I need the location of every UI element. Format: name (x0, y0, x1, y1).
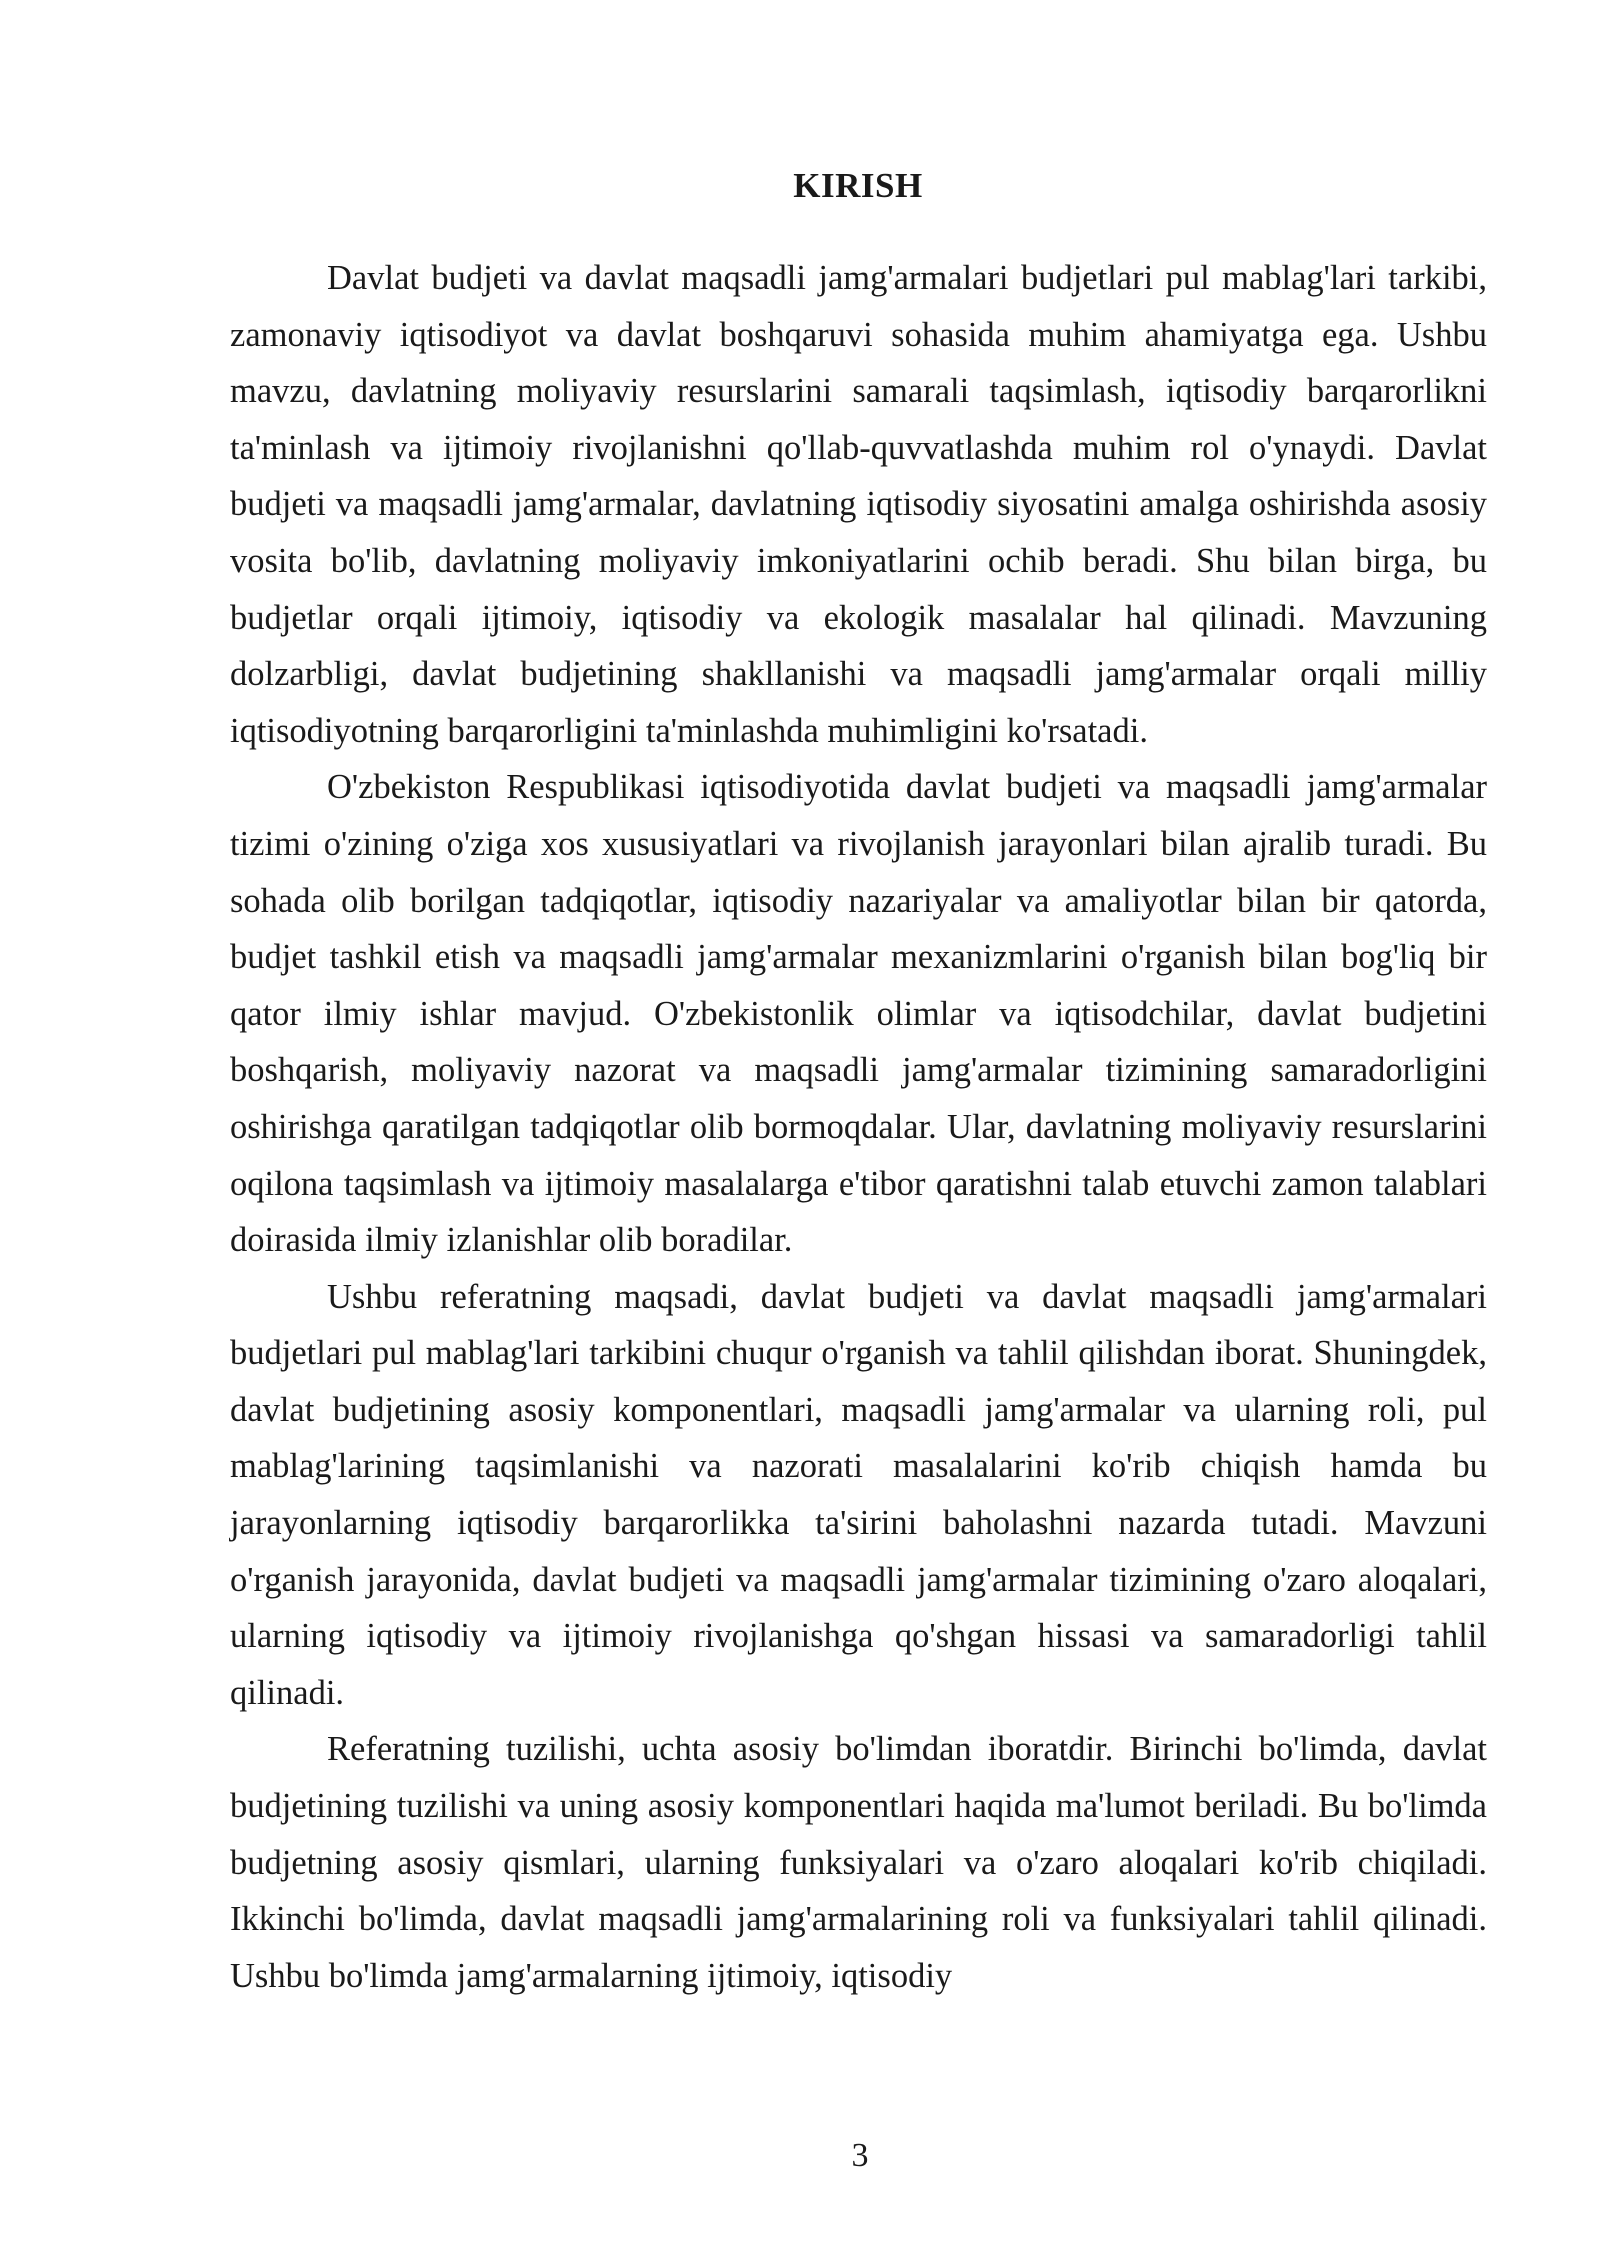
paragraph-3: Ushbu referatning maqsadi, davlat budjeti va davlat maqsadli jamg'armalari budjetlari pul mablag'lari tarkibini chuqur o'rganish va tahlil qilishdan iborat. Shuningdek, davlat budjetining asosiy komponentlari, maqsadli jamg'armalar va ularning roli, pul mablag'larining taqsimlanishi va nazorati masalalarini ko'rib chiqish hamda bu jarayonlarning iqtisodiy barqarorlikka ta'sirini baholashni nazarda tutadi. Mavzuni o'rganish jarayonida, davlat budjeti va maqsadli jamg'armalar tizimining o'zaro aloqalari, ularning iqtisodiy va ijtimoiy rivojlanishga qo'shgan hissasi va samaradorligi tahlil qilinadi. (230, 1277, 1487, 1712)
section-heading: KIRISH (793, 166, 923, 205)
body-text (230, 250, 1487, 2004)
paragraph-1: Davlat budjeti va davlat maqsadli jamg'armalari budjetlari pul mablag'lari tarkibi, zamonaviy iqtisodiyot va davlat boshqaruvi sohasida muhim ahamiyatga ega. Ushbu mavzu, davlatning moliyaviy resurslarini samarali taqsimlash, iqtisodiy barqarorlikni ta'minlash va ijtimoiy rivojlanishni qo'llab-quvvatlashda muhim rol o'ynaydi. Davlat budjeti va maqsadli jamg'armalar, davlatning iqtisodiy siyosatini amalga oshirishda asosiy vosita bo'lib, davlatning moliyaviy imkoniyatlarini ochib beradi. Shu bilan birga, bu budjetlar orqali ijtimoiy, iqtisodiy va ekologik masalalar hal qilinadi. Mavzuning dolzarbligi, davlat budjetining shakllanishi va maqsadli jamg'armalar orqali milliy iqtisodiyotning barqarorligini ta'minlashda muhimligini ko'rsatadi. (230, 259, 1487, 750)
page-number: 3 (851, 2137, 869, 2174)
paragraph-2: O'zbekiston Respublikasi iqtisodiyotida davlat budjeti va maqsadli jamg'armalar tizimi o'zining o'ziga xos xususiyatlari va rivojlanish jarayonlari bilan ajralib turadi. Bu sohada olib borilgan tadqiqotlar, iqtisodiy nazariyalar va amaliyotlar bilan bir qatorda, budjet tashkil etish va maqsadli jamg'armalar mexanizmlarini o'rganish bilan bog'liq bir qator ilmiy ishlar mavjud. O'zbekistonlik olimlar va iqtisodchilar, davlat budjetini boshqarish, moliyaviy nazorat va maqsadli jamg'armalar tizimining samaradorligini oshirishga qaratilgan tadqiqotlar olib bormoqdalar. Ular, davlatning moliyaviy resurslarini oqilona taqsimlash va ijtimoiy masalalarga e'tibor qaratishni talab etuvchi zamon talablari doirasida ilmiy izlanishlar olib boradilar. (230, 768, 1487, 1260)
paragraph-4: Referatning tuzilishi, uchta asosiy bo'limdan iboratdir. Birinchi bo'limda, davlat budjetining tuzilishi va uning asosiy komponentlari haqida ma'lumot beriladi. Bu bo'limda budjetning asosiy qismlari, ularning funksiyalari va o'zaro aloqalari ko'rib chiqiladi. Ikkinchi bo'limda, davlat maqsadli jamg'armalarining roli va funksiyalari tahlil qilinadi. Ushbu bo'limda jamg'armalarning ijtimoiy, iqtisodiy (230, 1730, 1487, 1995)
